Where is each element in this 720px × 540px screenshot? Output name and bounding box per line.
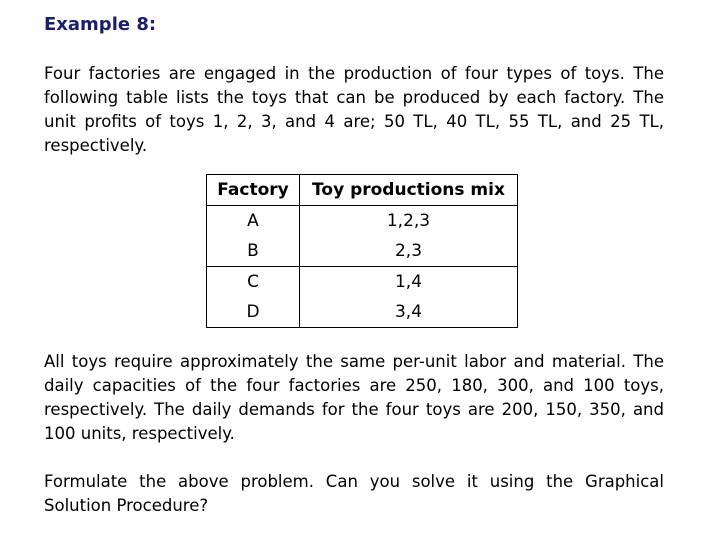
table-row [207, 297, 518, 328]
factory-cell: B [207, 236, 300, 267]
mix-cell: 1,2,3 [300, 206, 518, 237]
mix-cell: 2,3 [300, 236, 518, 267]
problem-paragraph-intro: Four factories are engaged in the production of four types of toys. The following table lists the toys that can be produced by each factory. The unit profits of toys 1, 2, 3, and 4 are; 50 TL, 40 TL, 55 TL, and 25 TL, respectively. [44, 64, 664, 155]
header-toy-mix: Toy productions mix [300, 175, 518, 206]
problem-question: Formulate the above problem. Can you solve it using the Graphical Solution Procedure? [44, 472, 664, 515]
toy-production-table [206, 174, 518, 328]
table-row [207, 206, 518, 237]
table-row [207, 236, 518, 267]
header-factory: Factory [207, 175, 300, 206]
factory-cell: D [207, 297, 300, 328]
problem-paragraph-capacities: All toys require approximately the same per-unit labor and material. The daily capacities of the four factories are 250, 180, 300, and 100 toys, respectively. The daily demands for the four toys are 200, 150, 350, and 100 units, respectively. [44, 352, 664, 443]
factory-cell: A [207, 206, 300, 237]
mix-cell: 1,4 [300, 267, 518, 298]
example-title: Example 8: [44, 14, 157, 35]
factory-cell: C [207, 267, 300, 298]
mix-cell: 3,4 [300, 297, 518, 328]
table-header-row [207, 175, 518, 206]
table-row [207, 267, 518, 298]
